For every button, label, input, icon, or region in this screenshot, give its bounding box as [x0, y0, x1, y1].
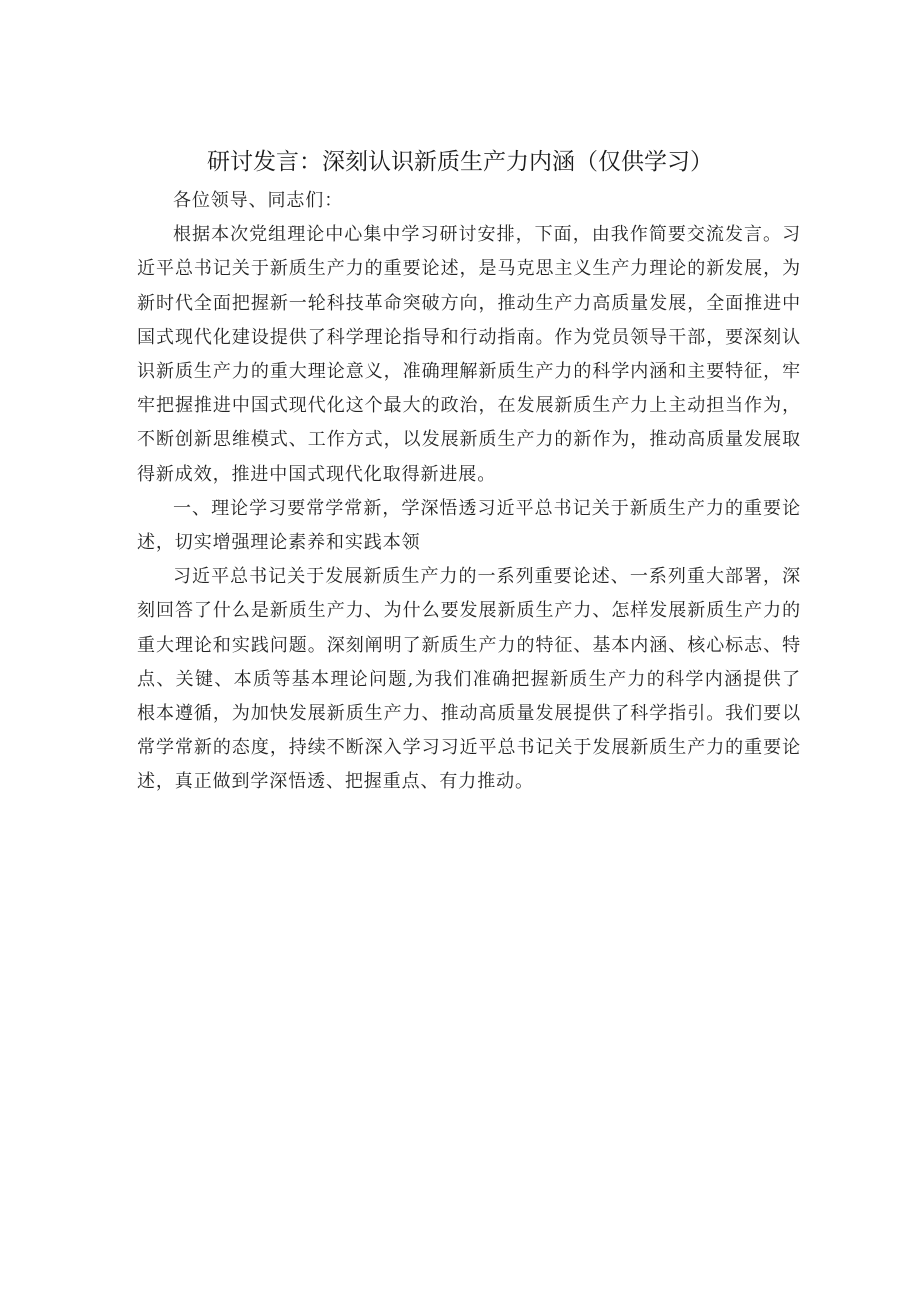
section-body-1: 习近平总书记关于发展新质生产力的一系列重要论述、一系列重大部署，深刻回答了什么是新质生产力、为什么要发展新质生产力、怎样发展新质生产力的重大理论和实践问题。深刻阐明了新质生产力的特征、基本内涵、核心标志、特点、关键、本质等基本理论问题,为我们准确把握新质生产力的科学内涵提供了根本遵循，为加快发展新质生产力、推动高质量发展提供了科学指引。我们要以常学常新的态度，持续不断深入学习习近平总书记关于发展新质生产力的重要论述，真正做到学深悟透、把握重点、有力推动。 — [137, 566, 801, 793]
intro-paragraph: 根据本次党组理论中心集中学习研讨安排，下面，由我作简要交流发言。习近平总书记关于新质生产力的重要论述，是马克思主义生产力理论的新发展，为新时代全面把握新一轮科技革命突破方向，推动生产力高质量发展，全面推进中国式现代化建设提供了科学理论指导和行动指南。作为党员领导干部，要深刻认识新质生产力的重大理论意义，准确理解新质生产力的科学内涵和主要特征，牢牢把握推进中国式现代化这个最大的政治，在发展新质生产力上主动担当作为，不断创新思维模式、工作方式，以发展新质生产力的新作为，推动高质量发展取得新成效，推进中国式现代化取得新进展。 — [137, 224, 801, 485]
document-body — [137, 184, 801, 800]
document-title: 研讨发言：深刻认识新质生产力内涵（仅供学习） — [207, 149, 713, 175]
section-heading-1: 一、理论学习要常学常新，学深悟透习近平总书记关于新质生产力的重要论述，切实增强理论素养和实践本领 — [137, 497, 801, 554]
salutation-paragraph: 各位领导、同志们： — [173, 190, 344, 211]
